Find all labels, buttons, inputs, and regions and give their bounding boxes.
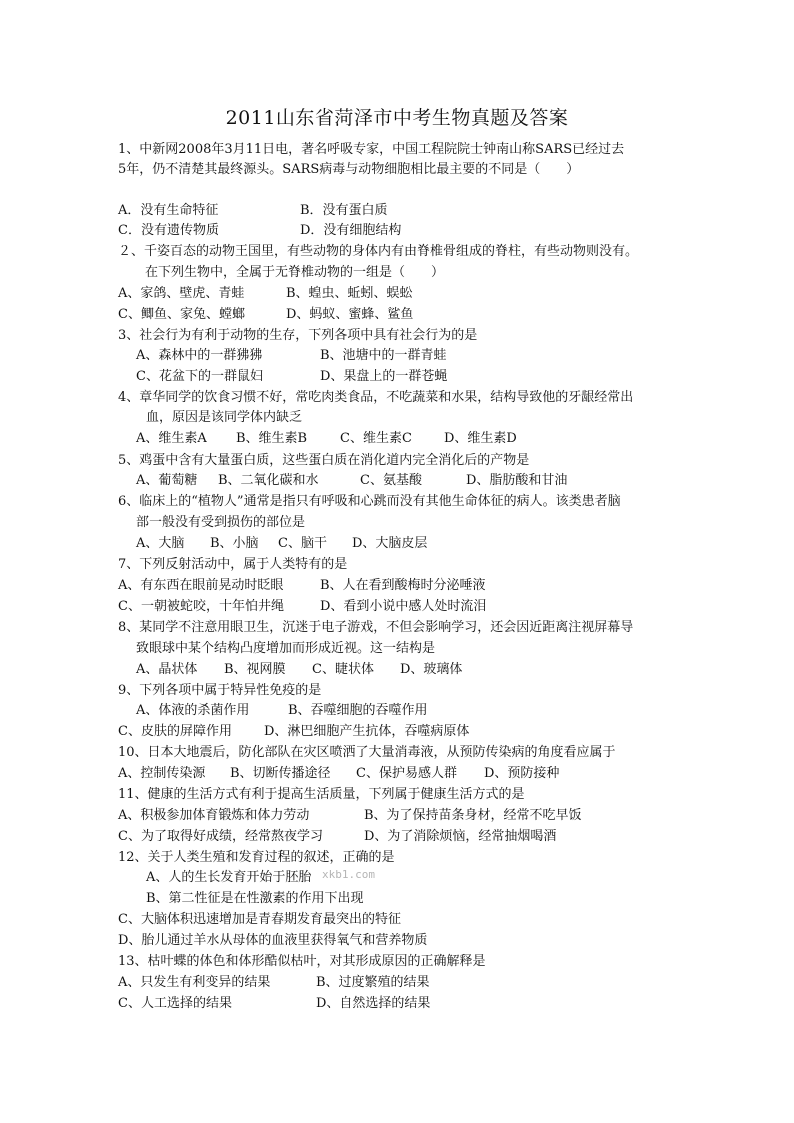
q1-stem-line2: 5年，仍不清楚其最终源头。SARS病毒与动物细胞相比最主要的不同是（ ） — [118, 162, 580, 177]
q1-option-c: C．没有遗传物质 — [118, 223, 219, 238]
q13-stem-line1: 13、枯叶蝶的体色和体形酷似枯叶，对其形成原因的正确解释是 — [118, 954, 486, 969]
q4-option-c: C、维生素C — [340, 431, 412, 446]
q5-option-b: B、二氧化碳和水 — [218, 473, 319, 488]
q4-option-a: A、维生素A — [136, 431, 207, 446]
q7-stem-line1: 7、下列反射活动中，属于人类特有的是 — [118, 557, 348, 572]
q9-option-b: B、吞噬细胞的吞噬作用 — [288, 703, 428, 718]
watermark: xkb1.com — [322, 868, 375, 881]
q8-option-c: C、睫状体 — [312, 662, 374, 677]
q4-option-b: B、维生素B — [236, 431, 308, 446]
q9-stem-line1: 9、下列各项中属于特异性免疫的是 — [118, 683, 322, 698]
q10-option-d: D、预防接种 — [484, 766, 560, 781]
q7-option-a: A、有东西在眼前晃动时眨眼 — [118, 578, 284, 593]
q4-stem-line1: 4、章华同学的饮食习惯不好，常吃肉类食品，不吃蔬菜和水果，结构导致他的牙龈经常出 — [118, 390, 634, 405]
q13-option-c: C、人工选择的结果 — [118, 996, 232, 1011]
q8-option-d: D、玻璃体 — [400, 662, 463, 677]
q2-stem-line2: 在下列生物中，全属于无脊椎动物的一组是（ ） — [145, 265, 445, 280]
q13-option-b: B、过度繁殖的结果 — [316, 975, 430, 990]
q11-stem-line1: 11、健康的生活方式有利于提高生活质量，下列属于健康生活方式的是 — [118, 787, 525, 802]
q3-option-c: C、花盆下的一群鼠妇 — [136, 369, 263, 384]
q8-stem-line2: 致眼球中某个结构凸度增加而形成近视。这一结构是 — [136, 641, 436, 656]
q5-option-c: C、氨基酸 — [360, 473, 422, 488]
q10-stem-line1: 10、日本大地震后，防化部队在灾区喷洒了大量消毒液，从预防传染病的角度看应属于 — [118, 745, 616, 760]
q3-stem-line1: 3、社会行为有利于动物的生存，下列各项中具有社会行为的是 — [118, 328, 478, 343]
q2-option-c: C、鲫鱼、家兔、螳螂 — [118, 307, 245, 322]
q2-option-a: A、家鸽、壁虎、青蛙 — [118, 286, 245, 301]
q6-option-b: B、小脑 — [210, 536, 259, 551]
q4-option-d: D、维生素D — [444, 431, 517, 446]
q10-option-b: B、切断传播途径 — [230, 766, 331, 781]
q6-option-d: D、大脑皮层 — [352, 536, 428, 551]
q1-option-d: D．没有细胞结构 — [300, 223, 402, 238]
q13-option-d: D、自然选择的结果 — [316, 996, 431, 1011]
q12-stem-line1: 12、关于人类生殖和发育过程的叙述，正确的是 — [118, 850, 395, 865]
q8-stem-line1: 8、某同学不注意用眼卫生，沉迷于电子游戏，不但会影响学习，还会因近距离注视屏幕导 — [118, 620, 634, 635]
q10-option-a: A、控制传染源 — [118, 766, 206, 781]
q6-stem-line1: 6、临床上的“植物人”通常是指只有呼吸和心跳而没有其他生命体征的病人。该类患者脑 — [118, 494, 621, 509]
q2-stem-line1: ２、千姿百态的动物王国里，有些动物的身体内有由脊椎骨组成的脊柱，有些动物则没有。 — [118, 244, 639, 259]
q6-option-c: C、脑干 — [278, 536, 327, 551]
q2-option-d: D、蚂蚁、蜜蜂、鲨鱼 — [286, 307, 414, 322]
q6-option-a: A、大脑 — [136, 536, 185, 551]
q9-option-a: A、体液的杀菌作用 — [136, 703, 250, 718]
q2-option-b: B、蝗虫、蚯蚓、蜈蚣 — [286, 286, 413, 301]
q8-option-b: B、视网膜 — [224, 662, 286, 677]
q4-stem-line2: 血，原因是该同学体内缺乏 — [146, 410, 303, 425]
q7-option-b: B、人在看到酸梅时分泌唾液 — [320, 578, 486, 593]
q3-option-d: D、果盘上的一群苍蝇 — [320, 369, 448, 384]
q11-option-a: A、积极参加体育锻炼和体力劳动 — [118, 808, 310, 823]
q11-option-b: B、为了保持苗条身材，经常不吃早饭 — [364, 808, 582, 823]
q1-stem-line1: 1、中新网2008年3月11日电，著名呼吸专家，中国工程院院士钟南山称SARS已经过去 — [118, 142, 625, 157]
q12-option-b: B、第二性征是在性激素的作用下出现 — [146, 891, 364, 906]
page-title: 2011山东省菏泽市中考生物真题及答案 — [225, 107, 569, 129]
q11-option-c: C、为了取得好成绩，经常熬夜学习 — [118, 829, 323, 844]
q10-option-c: C、保护易感人群 — [356, 766, 457, 781]
q6-stem-line2: 部一般没有受到损伤的部位是 — [136, 515, 306, 530]
q12-option-a: A、人的生长发育开始于胚胎 — [146, 870, 312, 885]
q9-option-c: C、皮肤的屏障作用 — [118, 724, 232, 739]
q3-option-b: B、池塘中的一群青蛙 — [320, 348, 447, 363]
q7-option-c: C、一朝被蛇咬，十年怕井绳 — [118, 599, 284, 614]
q9-option-d: D、淋巴细胞产生抗体，吞噬病原体 — [264, 724, 470, 739]
q12-option-d: D、胎儿通过羊水从母体的血液里获得氧气和营养物质 — [118, 933, 428, 948]
q5-stem-line1: 5、鸡蛋中含有大量蛋白质，这些蛋白质在消化道内完全消化后的产物是 — [118, 453, 530, 468]
q1-option-a: A．没有生命特征 — [118, 203, 219, 218]
q5-option-d: D、脂肪酸和甘油 — [466, 473, 568, 488]
q8-option-a: A、晶状体 — [136, 662, 198, 677]
q12-option-c: C、大脑体积迅速增加是青春期发育最突出的特征 — [118, 912, 401, 927]
q11-option-d: D、为了消除烦恼，经常抽烟喝酒 — [364, 829, 557, 844]
q3-option-a: A、森林中的一群狒狒 — [136, 348, 263, 363]
q7-option-d: D、看到小说中感人处时流泪 — [320, 599, 487, 614]
q1-option-b: B．没有蛋白质 — [300, 203, 388, 218]
q5-option-a: A、葡萄糖 — [136, 473, 198, 488]
q13-option-a: A、只发生有利变异的结果 — [118, 975, 271, 990]
